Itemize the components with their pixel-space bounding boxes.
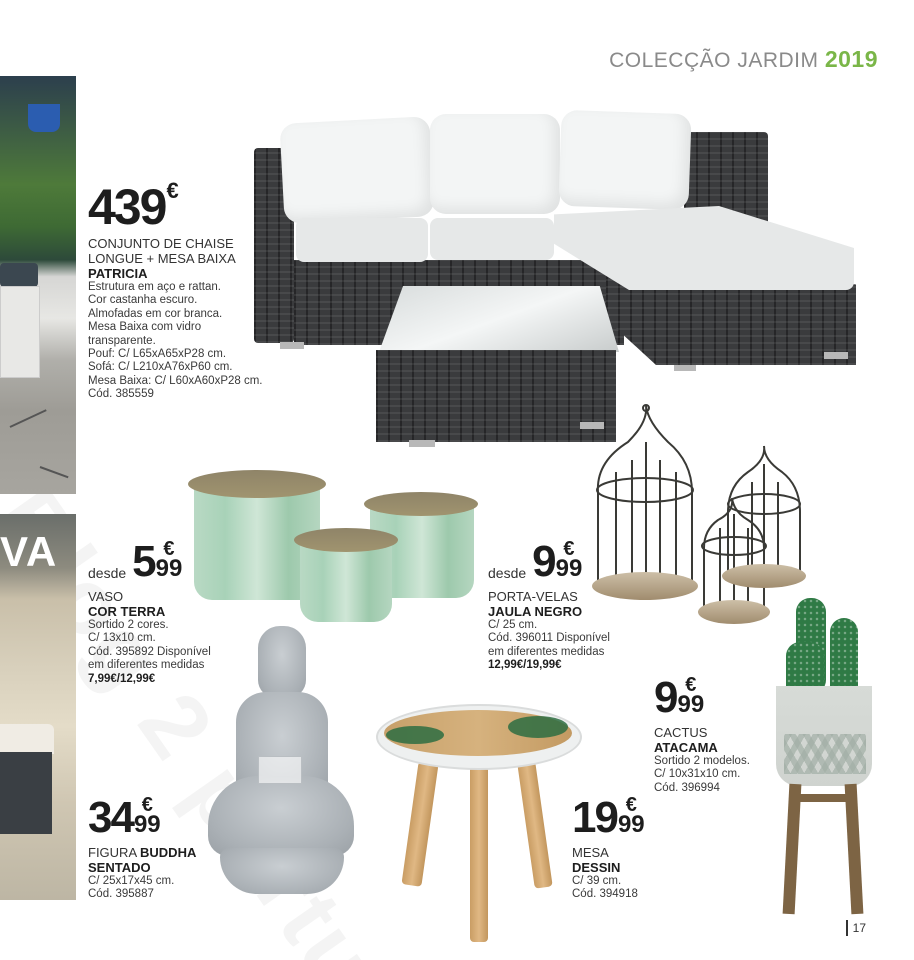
product-sofa[interactable]: 439 € CONJUNTO DE CHAISE LONGUE + MESA BAIXA PATRICIA Estrutura em aço e rattan. Cor castanha escuro. Almofadas em cor branca. Mesa Baixa com vidro transparente. Pouf: C/ L65xA65xP28 cm. Sofá: C/ L210xA76xP60 cm. Mesa Baixa: C/ L60xA60xP28 cm. Cód. 385559 xyxy=(88,178,263,401)
pots-image[interactable] xyxy=(186,466,478,626)
price-sofa: 439 € xyxy=(88,178,179,235)
product-porta-velas[interactable]: desde 9 € 99 PORTA-VELAS JAULA NEGRO C/ 25 cm. Cód. 396011 Disponível em diferentes medidas 12,99€/19,99€ xyxy=(488,537,610,672)
euro-icon: € xyxy=(563,538,575,560)
size-prices: 12,99€/19,99€ xyxy=(488,659,562,672)
collection-header xyxy=(609,46,878,73)
sofa-set-image[interactable] xyxy=(254,110,864,450)
product-name-bold: JAULA NEGRO xyxy=(488,604,583,619)
product-vaso[interactable]: desde 5 € 99 VASO COR TERRA Sortido 2 cores. C/ 13x10 cm. Cód. 395892 Disponível em diferentes medidas 7,99€/12,99€ xyxy=(88,537,211,685)
ottoman-cushion-image xyxy=(0,263,38,287)
price-mesa: 19 € 99 xyxy=(572,793,645,842)
product-name-bold: DESSIN xyxy=(572,860,621,875)
euro-icon: € xyxy=(163,538,175,560)
price-prefix: desde xyxy=(488,565,527,581)
lifestyle-photo-top xyxy=(0,76,76,494)
blue-pot-image xyxy=(28,104,60,132)
product-code: Cód. 395892 Disponível xyxy=(88,645,211,658)
price-buddha: 34 € 99 xyxy=(88,793,161,842)
price-cactus: 9 € 99 xyxy=(654,673,705,722)
product-name-bold: PATRICIA xyxy=(88,266,148,281)
product-name-bold: ATACAMA xyxy=(654,740,718,755)
price-porta-velas: desde 9 € 99 xyxy=(488,537,583,586)
collection-year: 2019 xyxy=(824,46,878,72)
product-name-bold: SENTADO xyxy=(88,860,151,875)
euro-icon: € xyxy=(141,794,153,816)
product-name-bold: COR TERRA xyxy=(88,604,166,619)
euro-icon: € xyxy=(625,794,637,816)
size-prices: 7,99€/12,99€ xyxy=(88,672,156,685)
ottoman-seat-image xyxy=(0,724,54,754)
photo-overlay-text: VA xyxy=(0,528,58,575)
product-code: Cód. 396011 Disponível xyxy=(488,632,610,645)
product-code: Cód. 385559 xyxy=(88,388,154,401)
euro-icon: € xyxy=(685,674,697,696)
lifestyle-photo-bottom xyxy=(0,514,76,900)
price-vaso: desde 5 € 99 xyxy=(88,537,183,586)
product-code: Cód. 395887 xyxy=(88,888,154,901)
product-mesa[interactable]: 19 € 99 MESA DESSIN C/ 39 cm. Cód. 394918 xyxy=(572,793,645,901)
product-name-line: CONJUNTO DE CHAISE xyxy=(88,236,234,251)
euro-icon: € xyxy=(166,178,179,203)
rattan-ottoman-image xyxy=(0,752,52,834)
product-buddha[interactable]: 34 € 99 FIGURA BUDDHA SENTADO C/ 25x17x45 cm. Cód. 395887 xyxy=(88,793,197,901)
white-ottoman-image xyxy=(0,286,40,378)
price-prefix: desde xyxy=(88,565,127,581)
divider xyxy=(846,920,848,936)
product-code: Cód. 394918 xyxy=(572,888,638,901)
page-number: 17 xyxy=(846,920,866,936)
product-name-line: LONGUE + MESA BAIXA xyxy=(88,251,236,266)
collection-title: COLECÇÃO JARDIM xyxy=(609,49,819,72)
product-code: Cód. 396994 xyxy=(654,781,720,794)
buddha-statue-image[interactable] xyxy=(206,626,356,898)
cactus-image[interactable] xyxy=(770,594,876,920)
side-table-image[interactable] xyxy=(374,702,584,948)
product-name-bold: BUDDHA xyxy=(140,845,197,860)
product-cactus[interactable]: 9 € 99 CACTUS ATACAMA Sortido 2 modelos. C/ 10x31x10 cm. Cód. 396994 xyxy=(654,673,750,794)
